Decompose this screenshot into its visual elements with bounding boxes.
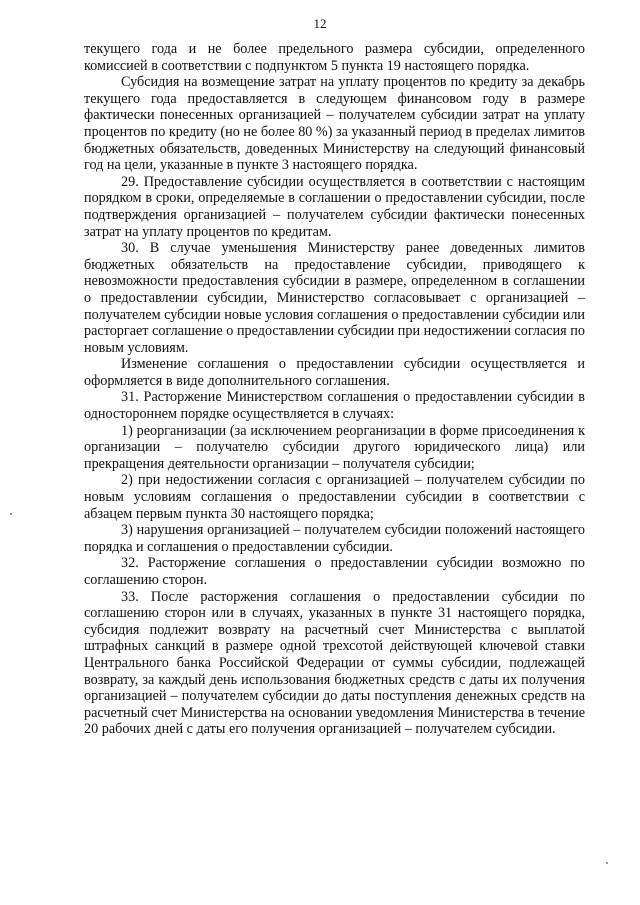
- paragraph-31-item-3: 3) нарушения организацией – получателем субсидии положений настоящего порядка и соглашения о предоставлении субсидии.: [84, 522, 585, 555]
- scan-dot: [606, 862, 608, 864]
- paragraph-32: 32. Расторжение соглашения о предоставлении субсидии возможно по соглашению сторон.: [84, 555, 585, 588]
- paragraph-december-subsidy: Субсидия на возмещение затрат на уплату процентов по кредиту за декабрь текущего года предоставляется в следующем финансовом году в размере фактически понесенных организацией – получателем субсидии затрат на уплату процентов по кредиту (но не более 80 %) за указанный период в пределах лимитов бюджетных обязательств, доведенных Министерству на следующий финансовый год на цели, указанные в пункте 3 настоящего порядка.: [84, 74, 585, 174]
- paragraph-31-item-2: 2) при недостижении согласия с организацией – получателем субсидии по новым условиям соглашения о предоставлении субсидии в соответствии с абзацем первым пункта 30 настоящего порядка;: [84, 472, 585, 522]
- body-text: [84, 41, 585, 738]
- paragraph-continuation: текущего года и не более предельного размера субсидии, определенного комиссией в соответствии с подпунктом 5 пункта 19 настоящего порядка.: [84, 41, 585, 74]
- paragraph-33: 33. После расторжения соглашения о предоставлении субсидии по соглашению сторон или в случаях, указанных в пункте 31 настоящего порядка, субсидия подлежит возврату на расчетный счет Министерства с выплатой штрафных санкций в размере одной трехсотой действующей ключевой ставки Центрального банка Российской Федерации от суммы субсидии, подлежащей возврату, за каждый день использования бюджетных средств с даты их получения организацией – получателем субсидии до даты поступления денежных средств на расчетный счет Министерства на основании уведомления Министерства в течение 20 рабочих дней с даты его получения организацией – получателем субсидии.: [84, 588, 585, 738]
- paragraph-agreement-change: Изменение соглашения о предоставлении субсидии осуществляется и оформляется в виде дополнительного соглашения.: [84, 356, 585, 389]
- paragraph-31: 31. Расторжение Министерством соглашения о предоставлении субсидии в одностороннем порядке осуществляется в случаях:: [84, 389, 585, 423]
- paragraph-29: 29. Предоставление субсидии осуществляется в соответствии с настоящим порядком в сроки, определяемые в соглашении о предоставлении субсидии, после подтверждения организацией – получателем субсидии фактически понесенных затрат на уплату процентов по кредитам.: [84, 173, 585, 240]
- paragraph-30: 30. В случае уменьшения Министерству ранее доведенных лимитов бюджетных обязательств на предоставление субсидии, приводящего к невозможности предоставления субсидии в размере, определенном в соглашении о предоставлении субсидии, Министерство согласовывает с организацией – получателем субсидии новые условия соглашения о предоставлении субсидии или расторгает соглашение о предоставлении субсидии при недостижении согласия по новым условиям.: [84, 240, 585, 356]
- paragraph-31-item-1: 1) реорганизации (за исключением реорганизации в форме присоединения к организации – получателю субсидии другого юридического лица) или прекращения деятельности организации – получателя субсидии;: [84, 422, 585, 472]
- page-number: 12: [313, 16, 327, 31]
- scan-dot: [10, 513, 12, 515]
